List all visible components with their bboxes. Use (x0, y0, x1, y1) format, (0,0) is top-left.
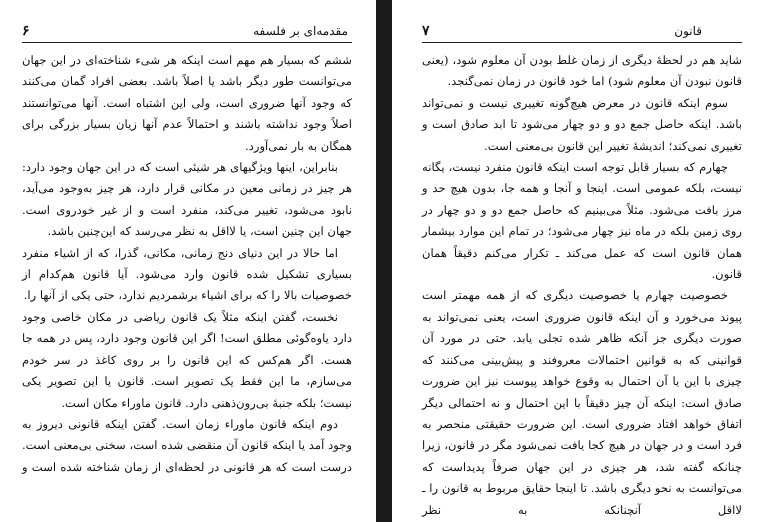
paragraph: اما حالا در این دنیای دنج زمانی، مکانی، گذرا، که از اشیاء منفرد بسیاری تشکیل شده قانون وارد می‌شود. آیا قانون هم‌کدام از خصوصیات بالا را که برای اشیاء برشمردیم ندارد، حتی یکی از آنها را. (22, 245, 352, 303)
paragraph: سوم اینکه قانون در معرض هیچ‌گونه تغییری نیست و نمی‌تواند باشد. اینکه حاصل جمع دو و دو چهار می‌شود تا ابد صادق است و تغییری نمی‌کند؛ اندیشهٔ تغییر این قانون بی‌معنی است. (422, 95, 742, 153)
paragraph: چهارم که بسیار قابل توجه است اینکه قانون منفرد نیست، یگانه نیست، بلکه عمومی است. اینجا و آنجا و همه جا، بدون هیچ حد و مرز بافت می‌شود. مثلاً می‌بینیم که حاصل جمع دو و دو چهار در روی زمین بلکه در ماه نیز چهار می‌شود؛ در تمام این موارد بیشمار همان قانون است که عمل می‌کند ـ تکرار می‌کنم دقیقاً همان قانون. (422, 160, 742, 282)
paragraph: خصوصیت چهارم یا خصوصیت دیگری که از همه مهمتر است پیوند می‌خورد و آن اینکه قانون ضروری است، یعنی نمی‌تواند به صورت دیگری جز آنکه ظاهر شده تجلی یابد. حتی در مورد آن قوانینی که به قوانین احتمالات معروفند و پیش‌بینی می‌کنند که چیزی با این یا آن احتمال به وقوع خواهد پیوست نیز این ضرورت صادق است: اینکه آن چیز دقیقاً با این احتمال و نه احتمالی دیگر اتفاق خواهد افتاد ضروری است. این ضرورت حقیقتی منحصر به فرد است و در جهان در هیچ کجا یافت نمی‌شود مگر در قانون، زیرا چنانکه گفته شد، هر چیزی در این جهان صرفاً پدیداست که می‌توانست به نحو دیگری باشد. تا اینجا حقایق مربوط به قانون را ـ لااقل آنچنانکه به نظر (422, 288, 742, 517)
header-rule (22, 42, 352, 43)
header-rule (422, 42, 742, 43)
paragraph: دوم اینکه قانون ماوراء زمان است. گفتن اینکه قانونی دیروز به وجود آمد یا اینکه قانون آن منقضی شده است، سخنی بی‌معنی است. درست است که هر قانونی در لحظه‌ای از زمان شناخته شده است و (22, 416, 352, 474)
paragraph: ششم که بسیار هم مهم است اینکه هر شیء شناخته‌ای در این جهان می‌توانست طور دیگر باشد یا اصلاً باشد. بعضی افراد گمان می‌کنند که وجود آنها ضروری است، ولی این اشتباه است. آنها می‌توانستند اصلاً وجود نداشته باشند و احتمالاً عدم آنها زیان بسیار بزرگی برای همگان به بار نمی‌آورد. (22, 53, 352, 153)
right-page-header (422, 22, 742, 40)
book-gutter (376, 0, 392, 522)
paragraph: شاید هم در لحظهٔ دیگری از زمان غلط بودن آن معلوم شود، (یعنی قانون نبودن آن معلوم شود) اما خود قانون در زمان نمی‌گنجد. (422, 53, 742, 89)
paragraph: بنابراین، اینها ویژگیهای هر شیئی است که در این جهان وجود دارد: هر چیز در زمانی معین در مکانی قرار دارد، هر چیز به‌وجود می‌آید، نابود می‌شود، تغییر می‌کند، منفرد است و از غیر خودروی است. جهان این چنین است، یا لااقل به نظر می‌رسد که این‌چنین باشد. (22, 160, 352, 239)
page-body (22, 50, 352, 478)
page-body (422, 50, 742, 521)
running-title: قانون (674, 24, 702, 38)
page-number: ۶ (22, 23, 30, 39)
left-page (0, 0, 376, 522)
right-page (392, 0, 768, 522)
paragraph: نخست، گفتن اینکه مثلاً یک قانون ریاضی در مکان خاصی وجود دارد یاوه‌گوئی مطلق است! اگر این قانون وجود دارد، پس در همه جا هست. اگر هم‌کس که این قانون را بر روی کاغذ در سر خودم می‌سازم، ما این فقط یک تصویر است. قانون یا این تصویر یکی نیست؛ بلکه جنبهٔ بی‌رون‌ذهنی دارد. قانون ماوراء مکان است. (22, 309, 352, 410)
left-page-header (22, 22, 352, 40)
page-number: ۷ (422, 23, 430, 39)
running-title: مقدمه‌ای بر فلسفه (253, 24, 348, 38)
